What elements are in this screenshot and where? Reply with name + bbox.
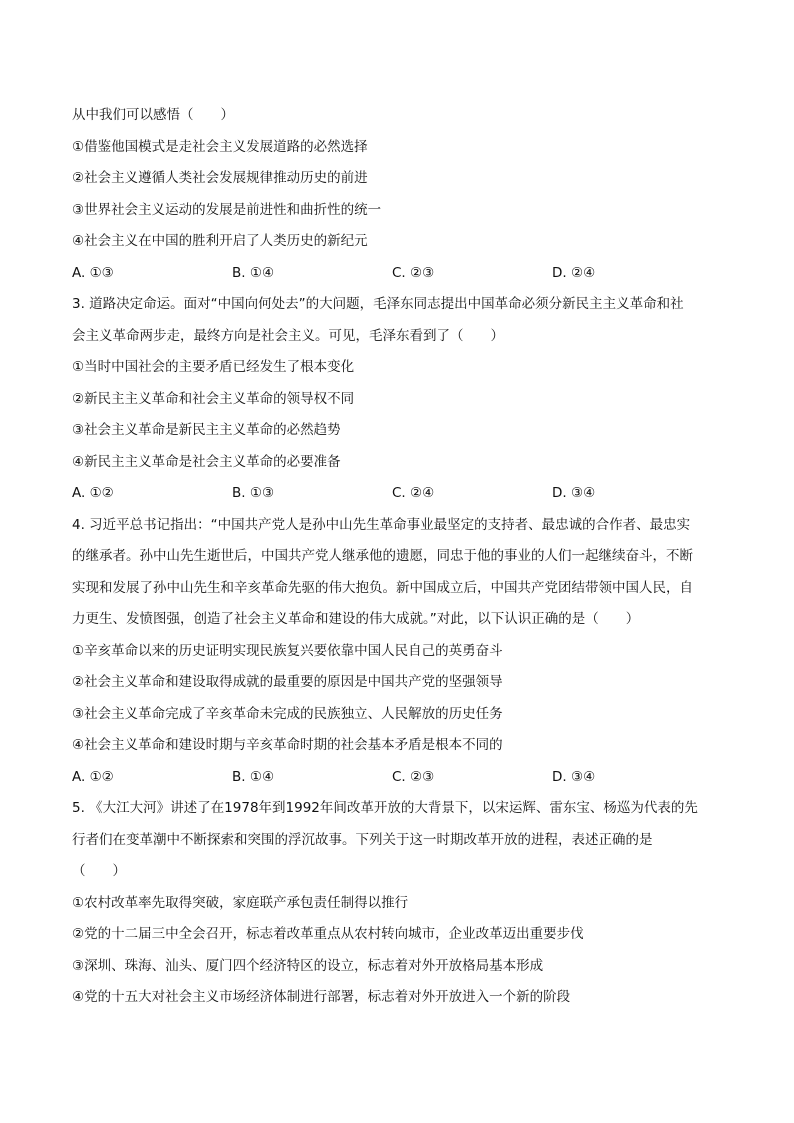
q4-choice-d[interactable]: D. ③④ [552, 768, 596, 785]
q3-choice-d[interactable]: D. ③④ [552, 485, 596, 501]
q3-option-4: ④新民主主义革命是社会主义革命的必要准备 [72, 453, 341, 470]
q5-stem-line-2: 行者们在变革潮中不断探索和突围的浮沉故事。下列关于这一时期改革开放的进程，表述正确的是 [72, 831, 653, 848]
q5-option-2: ②党的十二届三中全会召开，标志着改革重点从农村转向城市，企业改革迈出重要步伐 [72, 926, 584, 942]
q5-option-3: ③深圳、珠海、汕头、厦门四个经济特区的设立，标志着对外开放格局基本形成 [72, 957, 544, 974]
q4-option-4: ④社会主义革命和建设时期与辛亥革命时期的社会基本矛盾是根本不同的 [72, 737, 503, 753]
q2-choice-a[interactable]: A. ①③ [72, 264, 114, 281]
q3-option-3: ③社会主义革命是新民主主义革命的必然趋势 [72, 422, 341, 438]
q2-option-2: ②社会主义遵循人类社会发展规律推动历史的前进 [72, 170, 368, 186]
q3-stem-line-2: 会主义革命两步走，最终方向是社会主义。可见，毛泽东看到了（ ） [72, 327, 504, 344]
q3-choices [72, 478, 722, 510]
q2-option-3: ③世界社会主义运动的发展是前进性和曲折性的统一 [72, 201, 382, 218]
q4-choice-b[interactable]: B. ①④ [232, 768, 275, 785]
q4-choices [72, 762, 722, 794]
q4-choice-c[interactable]: C. ②③ [392, 768, 435, 785]
q5-stem-line-3: （ ） [72, 863, 126, 879]
q2-choice-c[interactable]: C. ②③ [392, 264, 435, 281]
q4-option-1: ①辛亥革命以来的历史证明实现民族复兴要依靠中国人民自己的英勇奋斗 [72, 642, 503, 659]
exam-content [72, 100, 722, 1014]
q4-option-2: ②社会主义革命和建设取得成就的最重要的原因是中国共产党的坚强领导 [72, 674, 503, 690]
q4-choice-a[interactable]: A. ①② [72, 768, 114, 785]
q2-choice-d[interactable]: D. ②④ [552, 264, 596, 281]
q3-option-1: ①当时中国社会的主要矛盾已经发生了根本变化 [72, 359, 355, 375]
q2-stem-end: 从中我们可以感悟（ ） [72, 107, 234, 123]
q4-stem-line-4: 力更生、发愤图强，创造了社会主义革命和建设的伟大成就。”对此，以下认识正确的是（ ） [72, 611, 640, 627]
q2-choice-b[interactable]: B. ①④ [232, 264, 275, 281]
q3-choice-a[interactable]: A. ①② [72, 485, 114, 501]
q2-option-1: ①借鉴他国模式是走社会主义发展道路的必然选择 [72, 138, 368, 155]
q4-option-3: ③社会主义革命完成了辛亥革命未完成的民族独立、人民解放的历史任务 [72, 705, 503, 722]
q4-stem-line-1: 4. 习近平总书记指出：“中国共产党人是孙中山先生革命事业最坚定的支持者、最忠诚的合作者、最忠实 [72, 516, 691, 533]
q5-option-1: ①农村改革率先取得突破，家庭联产承包责任制得以推行 [72, 894, 409, 911]
q5-stem-line-1: 5. 《大江大河》讲述了在1978年到1992年间改革开放的大背景下，以宋运辉、雷东宝、杨巡为代表的先 [72, 800, 698, 816]
q4-stem-line-3: 实现和发展了孙中山先生和辛亥革命先驱的伟大抱负。新中国成立后，中国共产党团结带领中国人民，自 [72, 579, 693, 596]
q3-choice-c[interactable]: C. ②④ [392, 485, 435, 501]
q3-option-2: ②新民主主义革命和社会主义革命的领导权不同 [72, 390, 355, 407]
q2-choices [72, 258, 722, 290]
q4-stem-line-2: 的继承者。孙中山先生逝世后，中国共产党人继承他的遗愿，同忠于他的事业的人们一起继续奋斗，不断 [72, 548, 693, 564]
q3-choice-b[interactable]: B. ①③ [232, 485, 275, 501]
q2-option-4: ④社会主义在中国的胜利开启了人类历史的新纪元 [72, 233, 368, 249]
q3-stem-line-1: 3. 道路决定命运。面对“中国向何处去”的大问题，毛泽东同志提出中国革命必须分新民主主义革命和社 [72, 296, 684, 312]
q5-option-4: ④党的十五大对社会主义市场经济体制进行部署，标志着对外开放进入一个新的阶段 [72, 989, 571, 1005]
